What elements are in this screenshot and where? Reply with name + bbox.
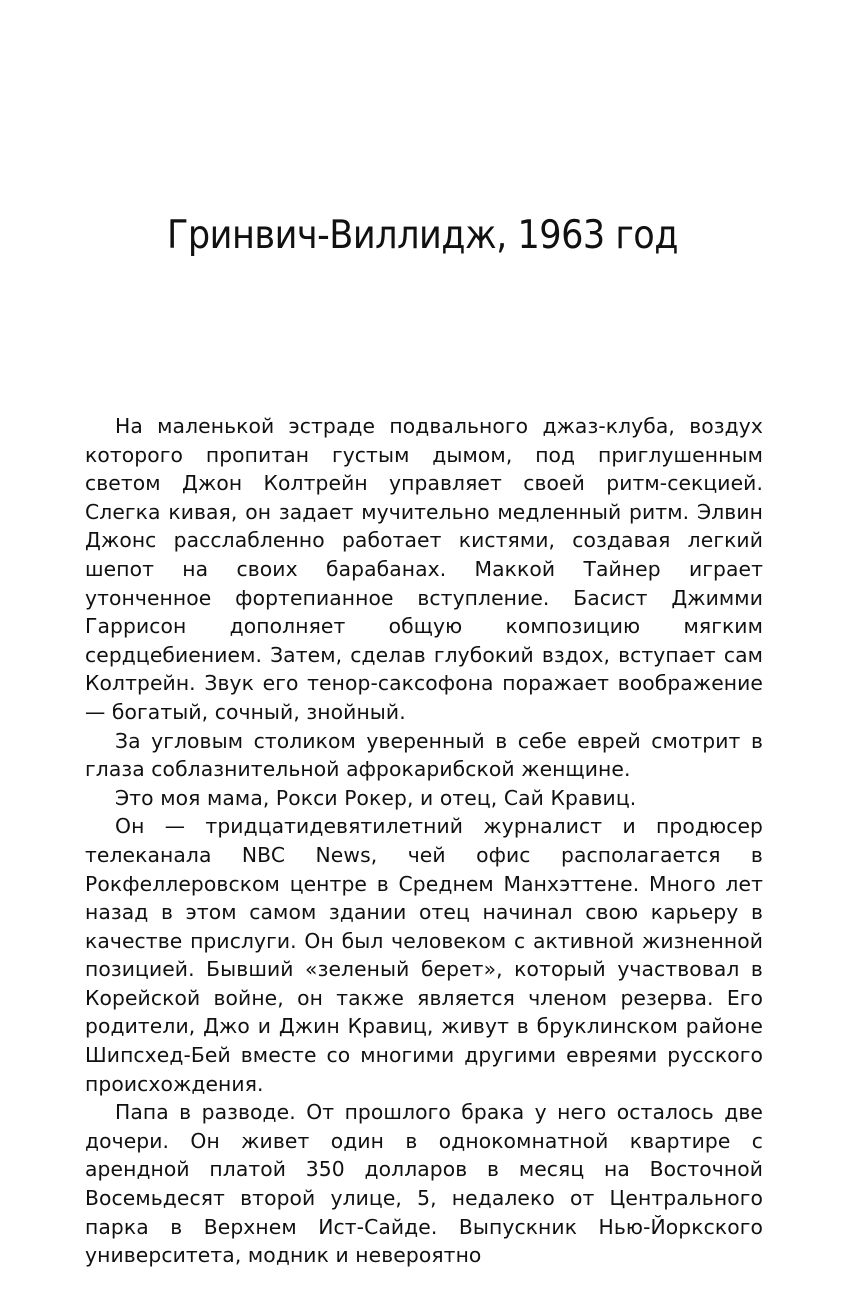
chapter-title: Гринвич-Виллидж, 1963 год — [166, 213, 679, 258]
paragraph: Он — тридцатидевятилетний журналист и продюсер телеканала NBC News, чей офис располагается в Рокфеллеровском центре в Среднем Манхэттене. Много лет назад в этом самом здании отец начинал свою карьеру в качестве прислуги. Он был человеком с активной жизненной позицией. Бывший «зеленый берет», который участвовал в Корейской войне, он также является членом резерва. Его родители, Джо и Джин Кравиц, живут в бруклинском районе Шипсхед-Бей вместе со многими другими евреями русского происхождения. — [85, 814, 763, 1096]
paragraph: Это моя мама, Рокси Рокер, и отец, Сай Кравиц. — [115, 785, 637, 810]
paragraph: За угловым столиком уверенный в себе еврей смотрит в глаза соблазнительной афрокарибской женщине. — [85, 728, 763, 782]
body-text — [85, 412, 763, 1270]
paragraph: Папа в разводе. От прошлого брака у него осталось две дочери. Он живет один в однокомнатной квартире с арендной платой 350 долларов в месяц на Восточной Восемьдесят второй улице, 5, недалеко от Центрального парка в Верхнем Ист-Сайде. Выпускник Нью-Йоркского университета, модник и невероятно — [85, 1100, 763, 1268]
paragraph: На маленькой эстраде подвального джаз-клуба, воздух которого пропитан густым дымом, под приглушенным светом Джон Колтрейн управляет своей ритм-секцией. Слегка кивая, он задает мучительно медленный ритм. Элвин Джонс расслабленно работает кистями, создавая легкий шепот на своих барабанах. Маккой Тайнер играет утонченное фортепианное вступление. Басист Джимми Гаррисон дополняет общую композицию мягким сердцебиением. Затем, сделав глубокий вздох, вступает сам Колтрейн. Звук его тенор-саксофона поражает воображение — богатый, сочный, знойный. — [85, 414, 763, 724]
